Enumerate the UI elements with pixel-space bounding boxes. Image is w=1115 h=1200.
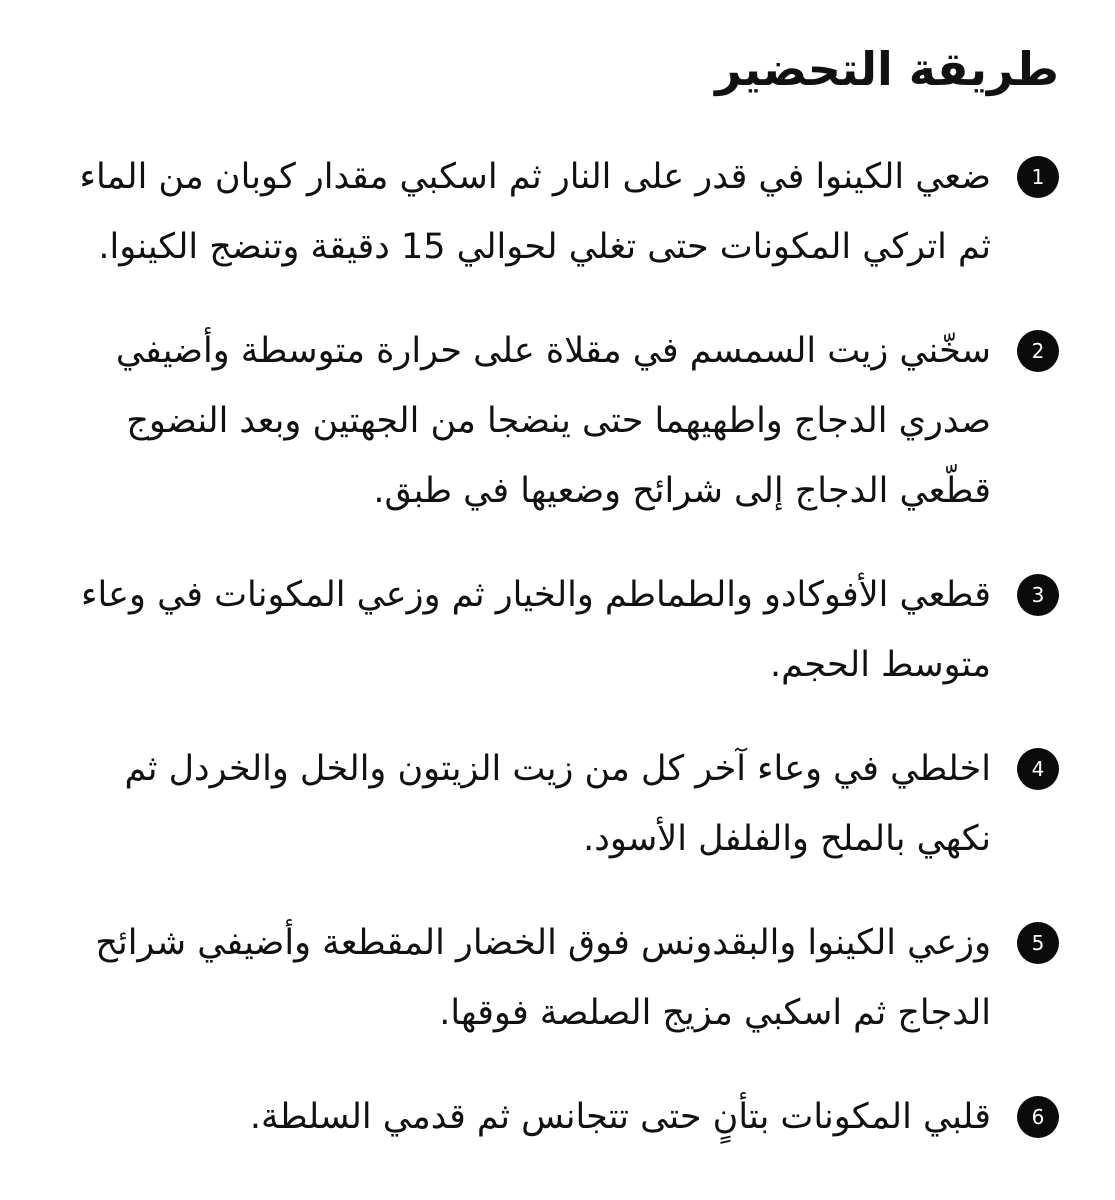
- step-number-badge: 3: [1017, 574, 1059, 616]
- step-item: [60, 316, 1059, 526]
- steps-list: [60, 142, 1059, 1152]
- step-item: [60, 560, 1059, 700]
- step-number-badge: 2: [1017, 330, 1059, 372]
- step-item: [60, 908, 1059, 1048]
- step-number-badge: 5: [1017, 922, 1059, 964]
- step-text: اخلطي في وعاء آخر كل من زيت الزيتون والخل والخردل ثم نكهي بالملح والفلفل الأسود.: [124, 749, 991, 859]
- section-title: طريقة التحضير: [715, 42, 1059, 96]
- step-text: سخّني زيت السمسم في مقلاة على حرارة متوسطة وأضيفي صدري الدجاج واطهيهما حتى ينضجا من الجهتين وبعد النضوج قطّعي الدجاج إلى شرائح وضعيها في طبق.: [115, 331, 991, 511]
- step-text: ضعي الكينوا في قدر على النار ثم اسكبي مقدار كوبان من الماء ثم اتركي المكونات حتى تغلي لحوالي 15 دقيقة وتنضج الكينوا.: [79, 157, 991, 267]
- step-item: [60, 142, 1059, 282]
- step-text: قلبي المكونات بتأنٍ حتى تتجانس ثم قدمي السلطة.: [249, 1097, 991, 1137]
- step-text: وزعي الكينوا والبقدونس فوق الخضار المقطعة وأضيفي شرائح الدجاج ثم اسكبي مزيج الصلصة فوقها.: [95, 923, 991, 1033]
- step-item: [60, 734, 1059, 874]
- step-text: قطعي الأفوكادو والطماطم والخيار ثم وزعي المكونات في وعاء متوسط الحجم.: [81, 575, 991, 685]
- step-number-badge: 6: [1017, 1096, 1059, 1138]
- step-number-badge: 4: [1017, 748, 1059, 790]
- step-item: [60, 1082, 1059, 1152]
- step-number-badge: 1: [1017, 156, 1059, 198]
